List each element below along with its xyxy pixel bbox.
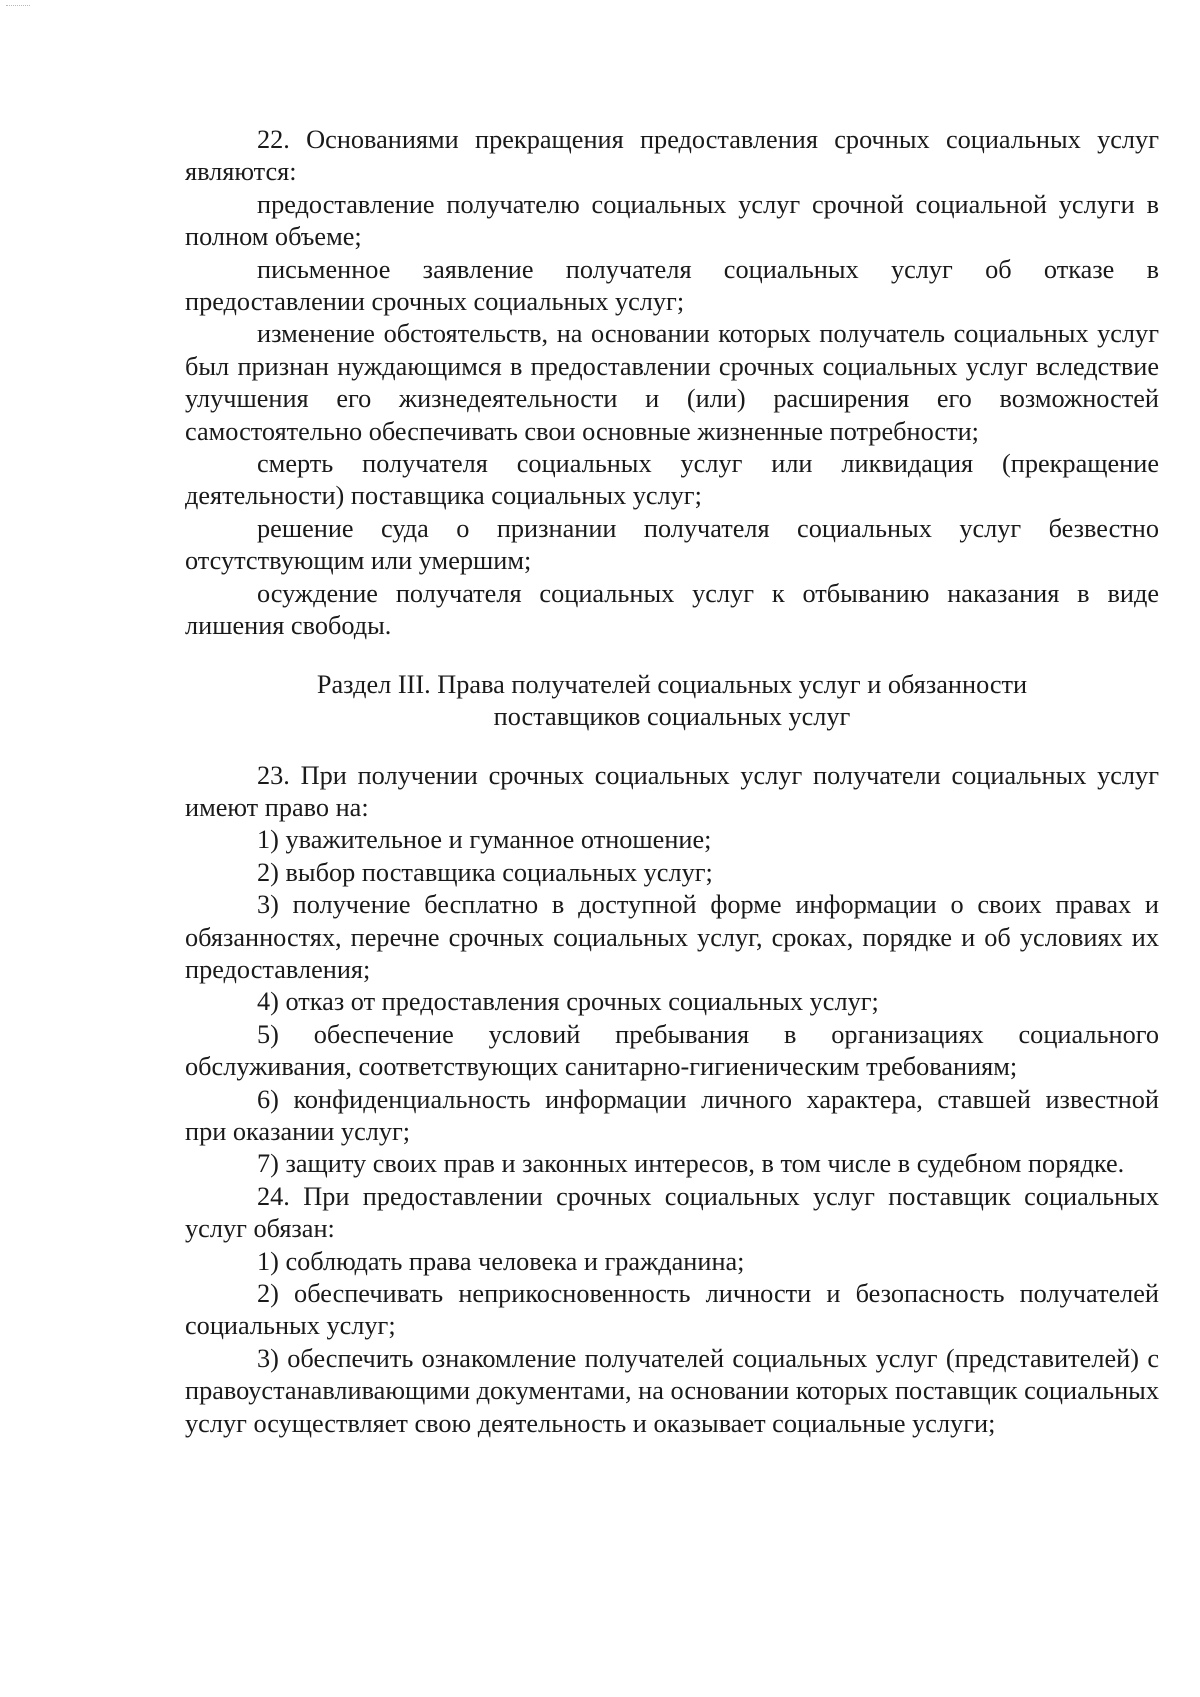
section-24-item: 1) соблюдать права человека и гражданина;: [257, 1246, 745, 1276]
section-23-item: 6) конфиденциальность информации личного характера, ставшей известной при оказании услуг;: [185, 1084, 1159, 1146]
section-22-intro: 22. Основаниями прекращения предоставления срочных социальных услуг являются:: [185, 125, 1159, 187]
section-23-item: 5) обеспечение условий пребывания в организациях социального обслуживания, соответствующих санитарно-гигиеническим требованиям;: [185, 1019, 1159, 1082]
section-22-item: предоставление получателю социальных услуг срочной социальной услуги в полном объеме;: [185, 189, 1159, 252]
section-heading: [185, 669, 1159, 733]
section-22-item: смерть получателя социальных услуг или ликвидация (прекращение деятельности) поставщика социальных услуг;: [185, 449, 1159, 511]
section-24-intro: 24. При предоставлении срочных социальных услуг поставщик социальных услуг обязан:: [185, 1181, 1159, 1244]
section-23-item: 3) получение бесплатно в доступной форме информации о своих правах и обязанностях, перечне срочных социальных услуг, сроках, порядке и об условиях их предоставления;: [185, 890, 1159, 984]
section-22-item: письменное заявление получателя социальных услуг об отказе в предоставлении срочных социальных услуг;: [185, 254, 1159, 317]
section-heading-line-2: поставщиков социальных услуг: [493, 701, 851, 731]
section-22-item: осуждение получателя социальных услуг к отбыванию наказания в виде лишения свободы.: [185, 578, 1159, 641]
section-23-item: 7) защиту своих прав и законных интересов, в том числе в судебном порядке.: [257, 1149, 1125, 1179]
section-22-item: изменение обстоятельств, на основании которых получатель социальных услуг был признан нуждающимся в предоставлении срочных социальных услуг вследствие улучшения его жизнедеятельности и (или) расширения его возможностей самостоятельно обеспечивать свои основные жизненные потребности;: [185, 319, 1159, 446]
scan-corner-mark: [6, 5, 30, 6]
document-body: [185, 124, 1159, 1440]
section-23-item: 4) отказ от предоставления срочных социальных услуг;: [257, 987, 879, 1017]
section-24-item: 3) обеспечить ознакомление получателей социальных услуг (представителей) с правоустанавливающими документами, на основании которых поставщик социальных услуг осуществляет свою деятельность и оказывает социальные услуги;: [185, 1343, 1159, 1438]
section-24-item: 2) обеспечивать неприкосновенность личности и безопасность получателей социальных услуг;: [185, 1279, 1159, 1341]
section-23-intro: 23. При получении срочных социальных услуг получатели социальных услуг имеют право на:: [185, 760, 1159, 822]
section-23-item: 1) уважительное и гуманное отношение;: [257, 825, 712, 855]
section-22-item: решение суда о признании получателя социальных услуг безвестно отсутствующим или умершим;: [185, 513, 1159, 576]
section-23-item: 2) выбор поставщика социальных услуг;: [257, 857, 713, 887]
section-heading-line-1: Раздел III. Права получателей социальных услуг и обязанности: [316, 669, 1028, 699]
